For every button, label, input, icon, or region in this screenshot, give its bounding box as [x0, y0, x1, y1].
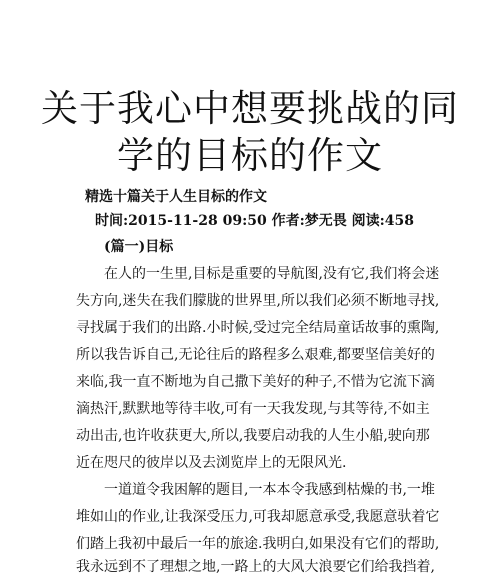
paragraph-2-line: 我永远到不了理想之地,一路上的大风大浪要它们给我挡着, [76, 559, 435, 575]
paragraph-1-line: 动出击,也许收获更大,所以,我要启动我的人生小船,驶向那 [76, 428, 430, 444]
title-line-2: 学的目标的作文 [117, 134, 383, 177]
paragraph-2-line: 一道道令我困解的题目,一本本令我感到枯燥的书,一堆 [104, 482, 435, 498]
paragraph-1-line: 失方向,迷失在我们朦胧的世界里,所以我们必须不断地寻找, [76, 293, 440, 309]
paragraph-2-line: 们踏上我初中最后一年的旅途.我明白,如果没有它们的帮助, [76, 536, 440, 552]
meta-line: 时间:2015-11-28 09:50 作者:梦无畏 阅读:458 [95, 213, 415, 229]
title-line-1: 关于我心中想要挑战的同 [41, 87, 459, 130]
section-heading: (篇一)目标 [104, 239, 174, 255]
paragraph-1-line: 近在咫尺的彼岸以及去浏览岸上的无限风光. [76, 455, 347, 471]
paragraph-2-line: 堆如山的作业,让我深受压力,可我却愿意承受,我愿意驮着它 [76, 509, 440, 525]
paragraph-1-line: 来临,我一直不断地为自己撒下美好的种子,不惜为它流下滴 [76, 374, 435, 390]
paragraph-1-line: 寻找属于我们的出路.小时候,受过完全结局童话故事的熏陶, [76, 320, 440, 336]
paragraph-1-line: 所以我告诉自己,无论往后的路程多么艰难,都要坚信美好的 [76, 347, 435, 363]
paragraph-1-line: 在人的一生里,目标是重要的导航图,没有它,我们将会迷 [104, 266, 440, 282]
subtitle: 精选十篇关于人生目标的作文 [85, 189, 267, 205]
paragraph-1-line: 滴热汗,默默地等待丰收,可有一天我发现,与其等待,不如主 [76, 401, 430, 417]
